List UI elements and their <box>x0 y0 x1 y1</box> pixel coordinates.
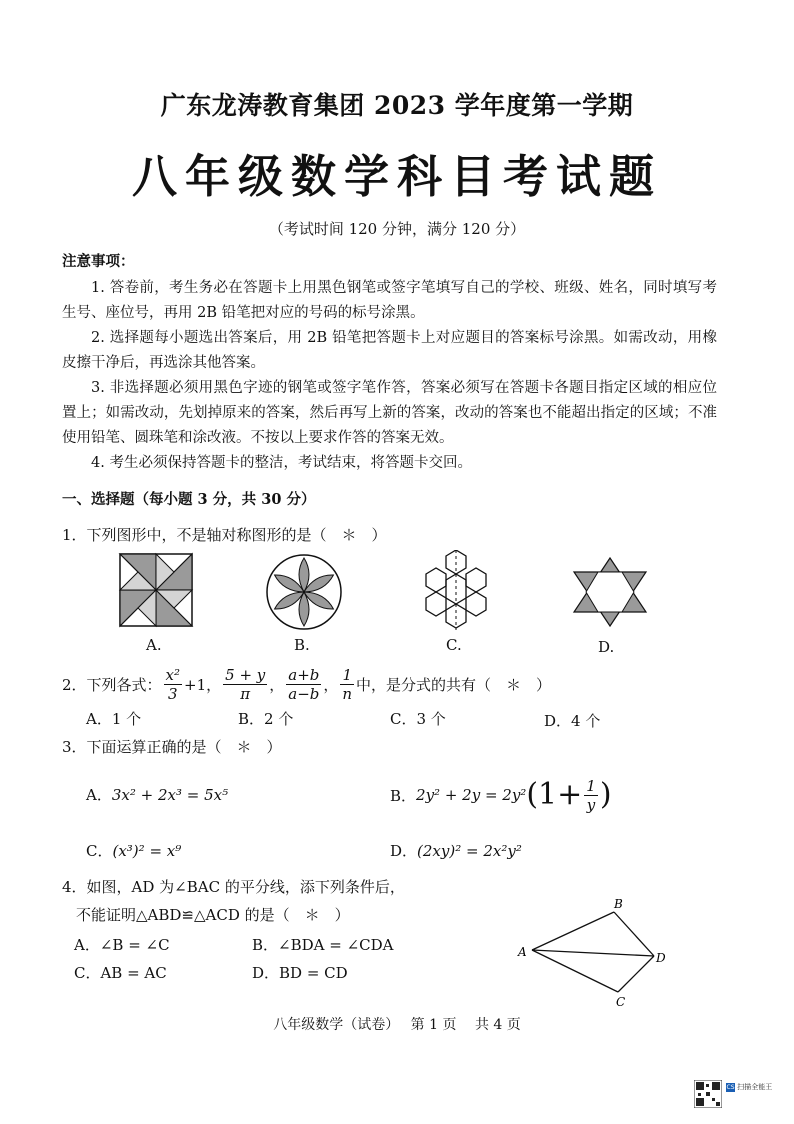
q2-option-a: A．1 个 <box>86 710 142 728</box>
section-title: 一、选择题（每小题 3 分，共 30 分） <box>62 491 316 508</box>
notice-item: 2. 选择题每小题选出答案后，用 2B 铅笔把答题卡上对应题目的答案标号涂黑。如需改动，用橡皮擦干净后，再选涂其他答案。 <box>62 330 717 371</box>
q2-prefix: 2．下列各式： <box>62 675 162 694</box>
figure-label-c: C <box>616 995 626 1008</box>
q3-option-d: D．(2xy)² = 2x²y² <box>390 842 522 860</box>
qr-code-icon <box>694 1080 722 1108</box>
notice-item: 3. 非选择题必须用黑色字迹的钢笔或签字笔作答，答案必须写在答题卡各题目指定区域的相应位置上；如需改动，先划掉原来的答案，然后再写上新的答案，改动的答案也不能超出指定的区域；不准使用铅笔、圆珠笔和涂改液。不按以上要求作答的答案无效。 <box>62 380 717 446</box>
q2-fraction-1: $\frac{\text{x²}}{3}$ <box>165 665 181 703</box>
q1-stem: 1．下列图形中，不是轴对称图形的是（ ＊ ） <box>62 526 387 544</box>
notice-item: 4. 考生必须保持答题卡的整洁，考试结束，将答题卡交回。 <box>91 455 472 471</box>
scanner-logo-icon: CS <box>726 1083 735 1091</box>
q2-fraction-4: $\frac{1}{n}$ <box>342 665 353 703</box>
q3-stem: 3．下面运算正确的是（ ＊ ） <box>62 738 282 756</box>
q2-fraction-2: $\frac{5 + y}{\pi}$ <box>225 665 266 703</box>
q4-stem-line2: 不能证明△ABD≌△ACD 的是（ ＊ ） <box>76 906 350 924</box>
q4-option-a: A．∠B = ∠C <box>74 936 170 954</box>
q2-suffix: 中，是分式的共有（ ＊ ） <box>355 675 551 694</box>
q2-option-b: B．2 个 <box>238 710 294 728</box>
q2-option-c: C．3 个 <box>390 710 446 728</box>
q3-option-c: C．(x³)² = x⁹ <box>86 842 182 860</box>
q1-option-d: D. <box>598 638 615 656</box>
q3-option-a: A．3x² + 2x³ = 5x⁵ <box>86 786 229 804</box>
q2-fraction-3: $\frac{a+b}{a-b}$ <box>288 665 320 703</box>
q1-option-c: C. <box>446 636 462 654</box>
figure-label-b: B <box>614 897 623 911</box>
q1-option-b: B. <box>294 636 310 654</box>
figure-label-a: A <box>518 945 527 959</box>
q4-stem-line1: 4．如图，AD 为∠BAC 的平分线，添下列条件后， <box>62 878 405 896</box>
q1-option-a: A. <box>146 636 162 654</box>
q2-stem: 2．下列各式： $\frac{\text{x²}}{3}$ +1， $\frac{5 + y}{\pi}$ ， $\frac{a+b}{a-b}$ ， $\frac{1}{n}$ 中，是分式的共有（ ＊ ） <box>62 665 551 703</box>
school-line: 广东龙涛教育集团 2023 学年度第一学期 <box>160 91 634 120</box>
q4-option-d: D．BD = CD <box>252 964 348 982</box>
q2-option-d: D．4 个 <box>544 712 601 730</box>
q1-star-figure <box>572 556 648 628</box>
notice-list <box>62 276 717 476</box>
page-footer: 八年级数学（试卷） 第 1 页 共 4 页 <box>273 1017 521 1033</box>
q1-pinwheel-figure <box>118 552 194 628</box>
q4-option-c: C．AB = AC <box>74 964 167 982</box>
q1-flower-figure <box>264 552 344 632</box>
notice-item: 1. 答卷前，考生务必在答题卡上用黑色钢笔或签字笔填写自己的学校、班级、姓名，同时填写考生号、座位号，再用 2B 铅笔把对应的号码的标号涂黑。 <box>62 280 717 321</box>
q4-triangle-figure <box>516 896 676 1008</box>
q1-hexagon-figure <box>414 550 498 630</box>
exam-info: （考试时间 120 分钟，满分 120 分） <box>268 220 526 238</box>
q3-option-b: B． 2y² + 2y = 2y² (1+ $\frac{1}{y}$ ) <box>390 776 612 814</box>
exam-title: 八年级数学科目考试题 <box>131 150 662 203</box>
notice-title: 注意事项： <box>62 253 135 270</box>
q4-option-b: B．∠BDA = ∠CDA <box>252 936 394 954</box>
figure-label-d: D <box>656 951 666 965</box>
scanner-badge: CS 扫描全能王 <box>726 1083 773 1091</box>
